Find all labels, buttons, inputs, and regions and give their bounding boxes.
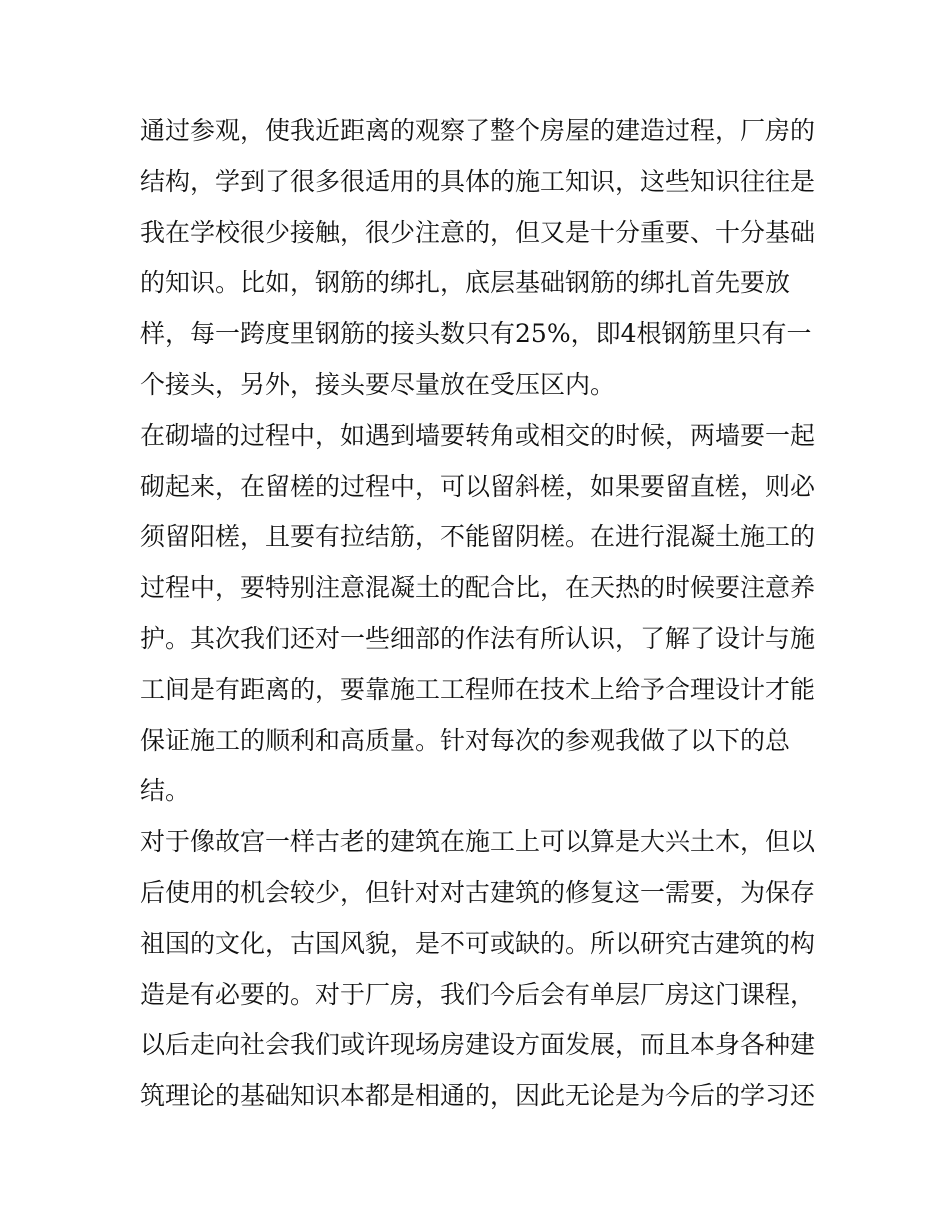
document-body [140,106,820,1122]
text-line: 后使用的机会较少，但针对对古建筑的修复这一需要，为保存 [140,877,816,907]
text-line: 的知识。比如，钢筋的绑扎，底层基础钢筋的绑扎首先要放 [140,268,791,298]
text-line: 样，每一跨度里钢筋的接头数只有25%，即4根钢筋里只有一 [140,319,812,349]
text-line: 结构，学到了很多很适用的具体的施工知识，这些知识往往是 [140,166,816,196]
text-line: 砌起来，在留槎的过程中，可以留斜槎，如果要留直槎，则必 [140,471,816,501]
text-line: 祖国的文化，古国风貌，是不可或缺的。所以研究古建筑的构 [140,928,816,958]
text-line: 我在学校很少接触，很少注意的，但又是十分重要、十分基础 [140,217,816,247]
text-line: 通过参观，使我近距离的观察了整个房屋的建造过程，厂房的 [140,116,816,145]
text-line: 造是有必要的。对于厂房，我们今后会有单层厂房这门课程， [140,979,816,1009]
text-line: 结。 [140,776,191,806]
text-line: 个接头，另外，接头要尽量放在受压区内。 [140,369,616,399]
text-line: 以后走向社会我们或许现场房建设方面发展，而且本身各种建 [140,1030,816,1060]
text-line: 工间是有距离的，要靠施工工程师在技术上给予合理设计才能 [140,674,816,704]
text-line: 须留阳槎，且要有拉结筋，不能留阴槎。在进行混凝土施工的 [140,522,816,552]
text-line: 筑理论的基础知识本都是相通的，因此无论是为今后的学习还 [140,1081,816,1111]
text-line: 护。其次我们还对一些细部的作法有所认识，了解了设计与施 [140,623,816,653]
text-line: 对于像故宫一样古老的建筑在施工上可以算是大兴土木，但以 [140,827,816,857]
text-line: 在砌墙的过程中，如遇到墙要转角或相交的时候，两墙要一起 [140,420,816,450]
text-line: 过程中，要特别注意混凝土的配合比，在天热的时候要注意养 [140,573,816,603]
text-line: 保证施工的顺利和高质量。针对每次的参观我做了以下的总 [140,725,791,755]
